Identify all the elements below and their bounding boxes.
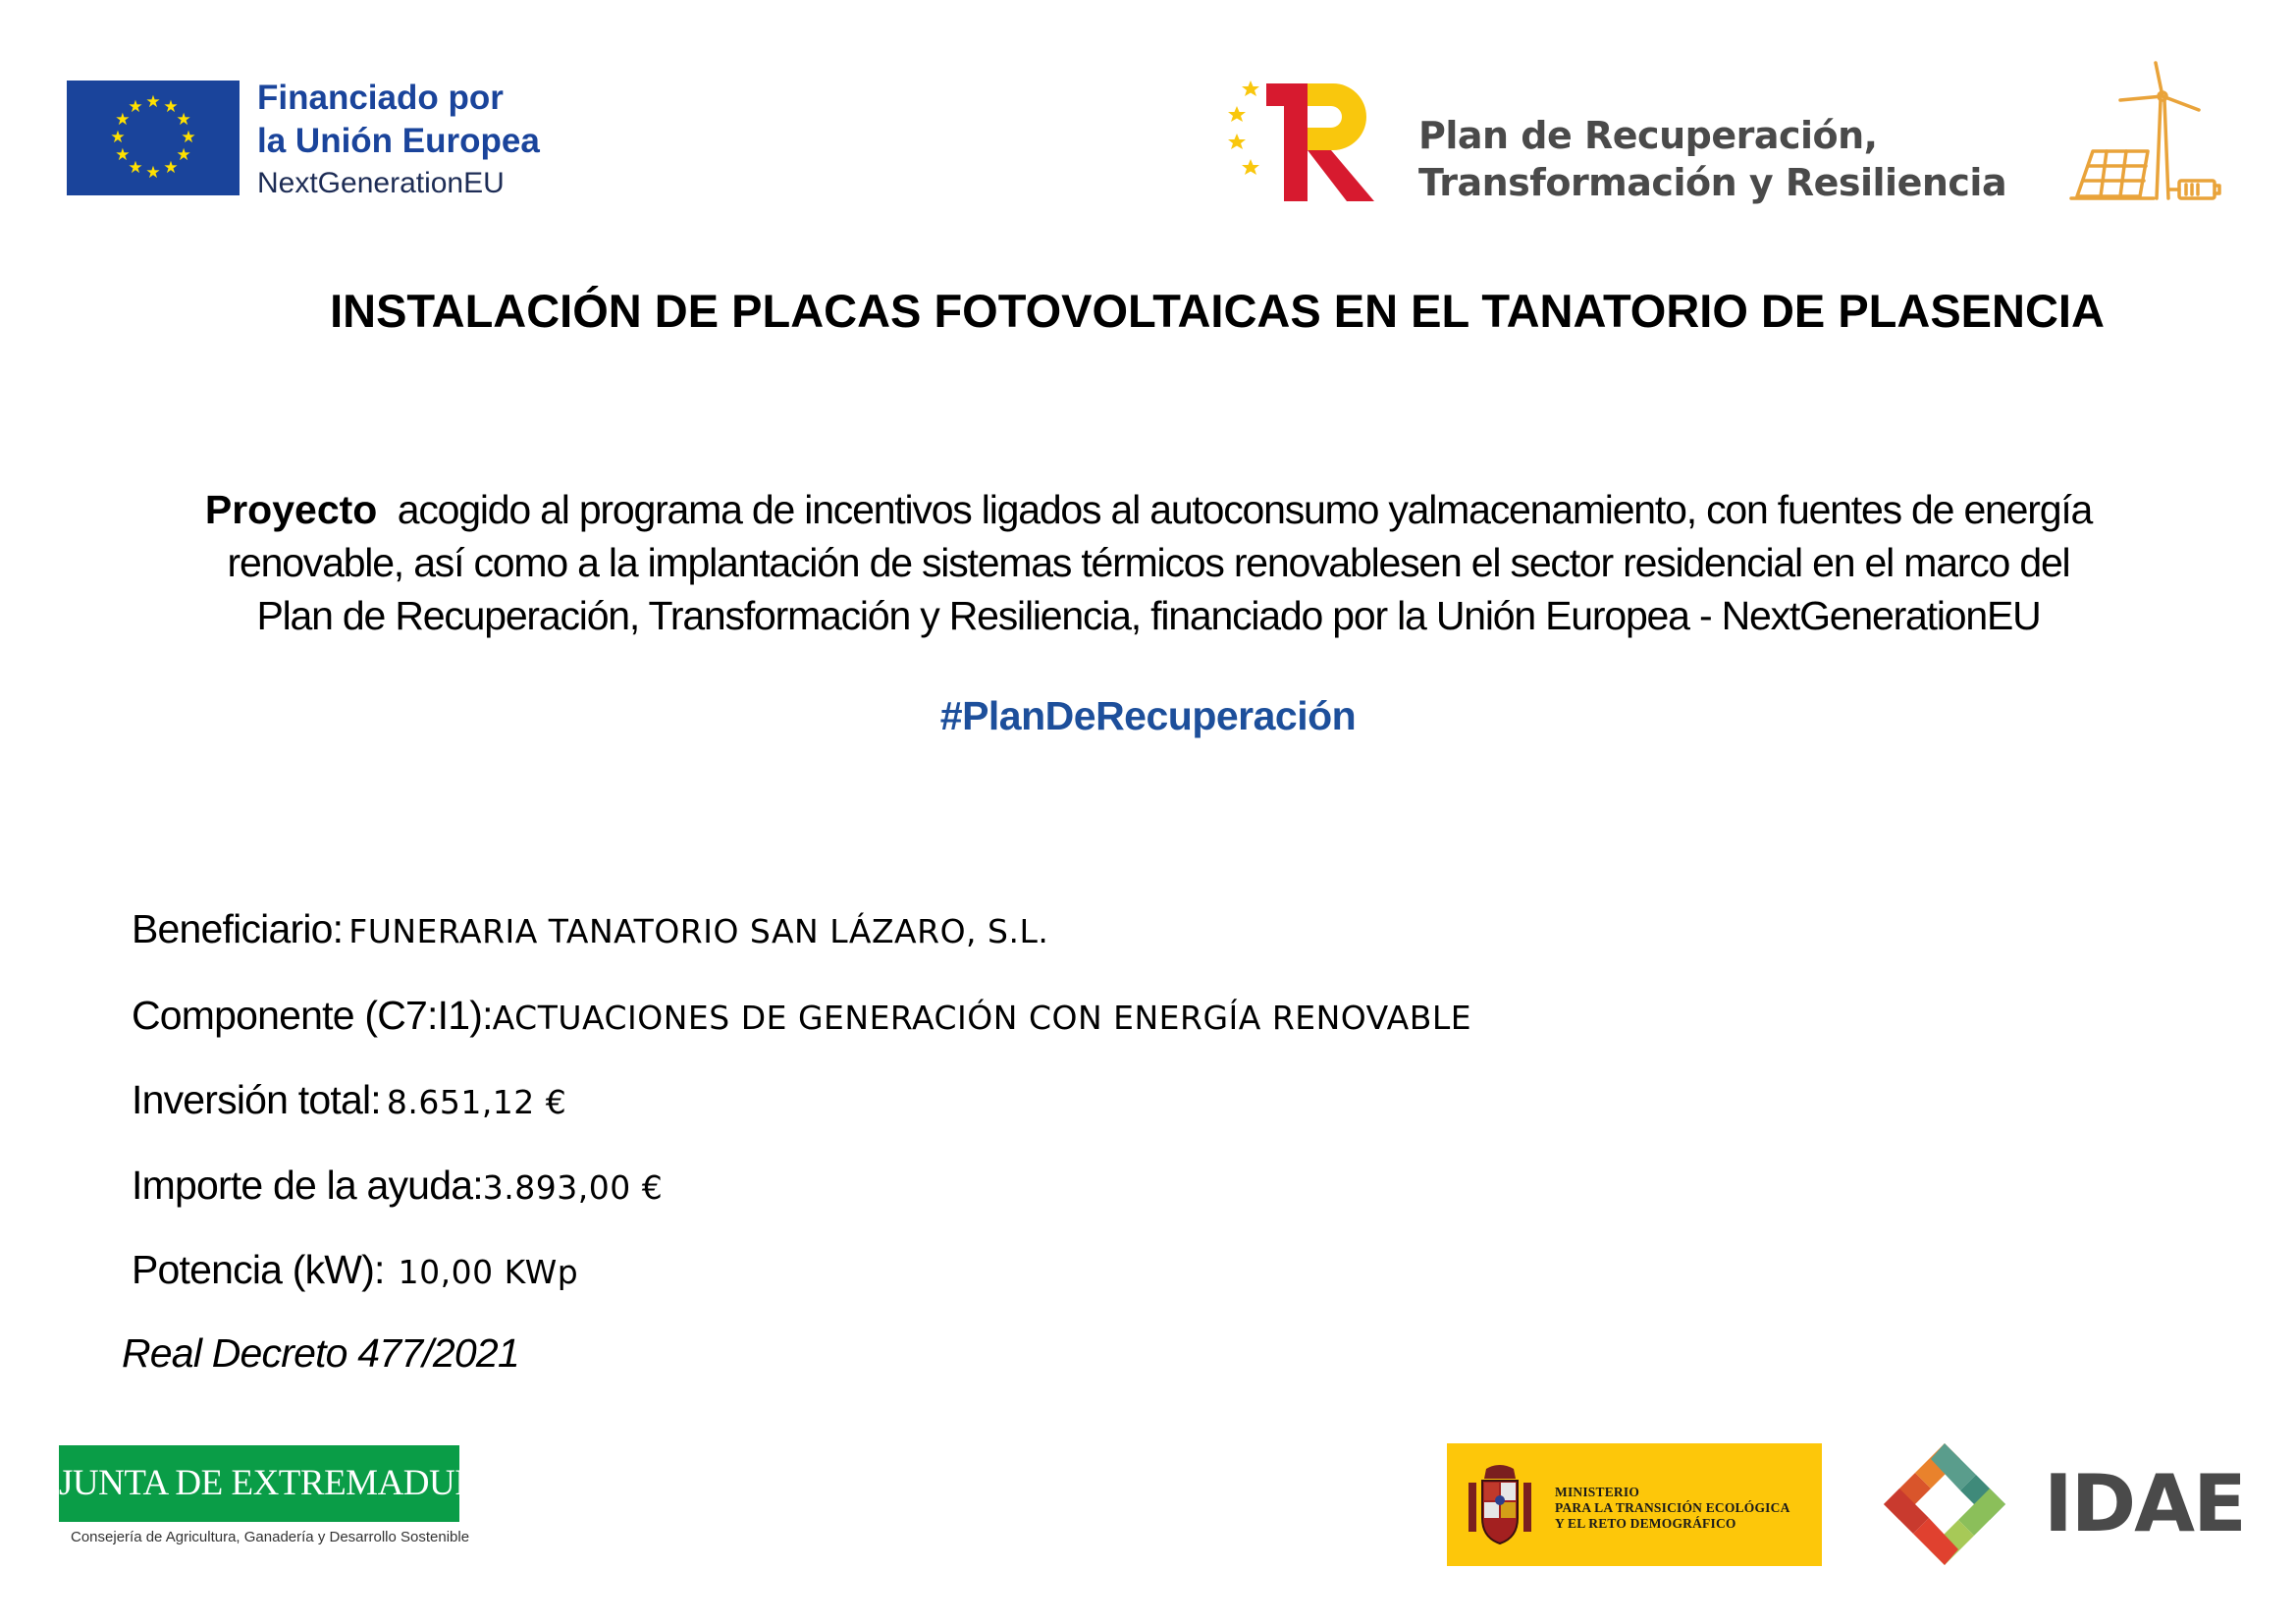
ministerio-logo (1447, 1443, 1822, 1566)
eu-star-icon: ★ (176, 145, 191, 165)
spain-coat-of-arms-icon (1465, 1461, 1535, 1549)
beneficiario-row (132, 903, 1048, 957)
eu-flag-icon (67, 81, 240, 195)
junta-extremadura-logo (59, 1445, 505, 1522)
eu-star-icon: ★ (176, 110, 191, 130)
project-description (108, 483, 2189, 642)
beneficiario-label: Beneficiario: (132, 906, 344, 951)
ministerio-line2: PARA LA TRANSICIÓN ECOLÓGICA (1555, 1500, 1790, 1515)
potencia-value: 10,00 KWp (398, 1253, 579, 1291)
description-line1-text: acogido al programa de incentivos ligados al autoconsumo yalmacenamiento, con fuentes de energía (377, 487, 2093, 532)
prtr-line2: Transformación y Resiliencia (1418, 161, 2007, 204)
description-line1 (108, 483, 2189, 536)
idae-logo-icon (1853, 1441, 2036, 1567)
eu-star-icon: ★ (128, 158, 143, 179)
description-line2: renovable, así como a la implantación de sistemas térmicos renovablesen el sector residencial en el marco del (227, 540, 2070, 585)
decree-reference: Real Decreto 477/2021 (122, 1330, 519, 1376)
importe-row (132, 1160, 663, 1214)
componente-label: Componente (C7:I1): (132, 993, 493, 1038)
page-title: INSTALACIÓN DE PLACAS FOTOVOLTAICAS EN EL TANATORIO DE PLASENCIA (330, 285, 2105, 337)
ministerio-line3: Y EL RETO DEMOGRÁFICO (1555, 1516, 1736, 1531)
eu-star-icon: ★ (145, 92, 161, 112)
description-lead: Proyecto (204, 487, 378, 532)
eu-star-icon: ★ (115, 110, 131, 130)
eu-star-icon: ★ (181, 128, 196, 147)
eu-star-icon: ★ (115, 145, 131, 165)
prtr-logo-text (1418, 112, 2006, 206)
prtr-logo-icon (1227, 79, 1384, 201)
potencia-label: Potencia (kW): (132, 1247, 385, 1292)
inversion-label: Inversión total: (132, 1077, 381, 1122)
eu-star-icon: ★ (163, 96, 179, 117)
junta-name: JUNTA DE EXTREMADURA (59, 1463, 505, 1503)
prtr-line1: Plan de Recuperación, (1418, 114, 1878, 157)
importe-label: Importe de la ayuda: (132, 1163, 483, 1208)
inversion-row (132, 1074, 566, 1128)
eu-funding-line2: la Unión Europea (257, 122, 540, 160)
eu-star-icon: ★ (128, 96, 143, 117)
junta-subtitle: Consejería de Agricultura, Ganadería y Desarrollo Sostenible (71, 1529, 470, 1545)
eu-star-icon: ★ (145, 163, 161, 183)
importe-value: 3.893,00 € (482, 1168, 664, 1207)
eu-funding-line3: NextGenerationEU (257, 167, 505, 199)
eu-funding-line1: Financiado por (257, 79, 504, 117)
inversion-value: 8.651,12 € (386, 1083, 567, 1121)
beneficiario-value: FUNERARIA TANATORIO SAN LÁZARO, S.L. (348, 912, 1049, 950)
hashtag: #PlanDeRecuperación (939, 693, 1357, 738)
componente-row (132, 990, 1471, 1044)
eu-star-icon: ★ (163, 158, 179, 179)
wind-solar-battery-icon (2069, 61, 2226, 210)
description-line3: Plan de Recuperación, Transformación y Resiliencia, financiado por la Unión Europea - NextGenerationEU (256, 593, 2041, 638)
componente-value: ACTUACIONES DE GENERACIÓN CON ENERGÍA RENOVABLE (492, 999, 1472, 1037)
ministerio-text (1555, 1485, 1790, 1532)
eu-funding-text (257, 77, 591, 204)
idae-name: IDAE (2044, 1458, 2245, 1549)
eu-star-icon: ★ (110, 128, 126, 147)
potencia-row (132, 1244, 578, 1298)
ministerio-line1: MINISTERIO (1555, 1485, 1640, 1499)
